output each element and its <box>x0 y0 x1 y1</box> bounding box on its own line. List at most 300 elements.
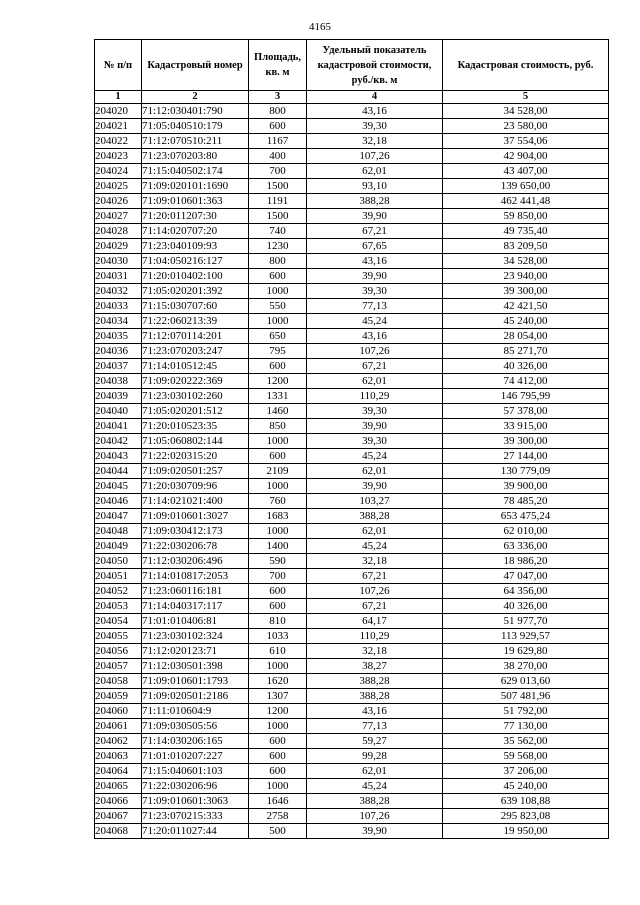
table-row <box>95 389 609 404</box>
cadastral-value-cell: 34 528,00 <box>443 104 609 119</box>
row-number-cell: 204048 <box>95 524 142 539</box>
area-cell: 810 <box>249 614 307 629</box>
cadastral-value-cell: 629 013,60 <box>443 674 609 689</box>
cadastral-value-cell: 113 929,57 <box>443 629 609 644</box>
cadastral-number-cell: 71:12:070510:211 <box>142 134 249 149</box>
row-number-cell: 204038 <box>95 374 142 389</box>
table-row <box>95 479 609 494</box>
cadastral-value-cell: 63 336,00 <box>443 539 609 554</box>
specific-value-cell: 67,21 <box>307 224 443 239</box>
row-number-cell: 204049 <box>95 539 142 554</box>
table-row <box>95 224 609 239</box>
area-cell: 760 <box>249 494 307 509</box>
table-row <box>95 134 609 149</box>
cadastral-number-cell: 71:09:020501:2186 <box>142 689 249 704</box>
row-number-cell: 204045 <box>95 479 142 494</box>
cadastral-value-cell: 295 823,08 <box>443 809 609 824</box>
cadastral-value-cell: 37 554,06 <box>443 134 609 149</box>
table-row <box>95 164 609 179</box>
area-cell: 795 <box>249 344 307 359</box>
table-row <box>95 464 609 479</box>
area-cell: 1000 <box>249 434 307 449</box>
table-row <box>95 689 609 704</box>
table-row <box>95 569 609 584</box>
cadastral-value-cell: 45 240,00 <box>443 314 609 329</box>
area-cell: 700 <box>249 164 307 179</box>
specific-value-cell: 107,26 <box>307 584 443 599</box>
cadastral-value-cell: 39 300,00 <box>443 434 609 449</box>
area-cell: 1000 <box>249 779 307 794</box>
row-number-cell: 204053 <box>95 599 142 614</box>
row-number-cell: 204032 <box>95 284 142 299</box>
cadastral-value-cell: 43 407,00 <box>443 164 609 179</box>
row-number-cell: 204064 <box>95 764 142 779</box>
row-number-cell: 204034 <box>95 314 142 329</box>
row-number-cell: 204022 <box>95 134 142 149</box>
cadastral-number-cell: 71:23:070203:247 <box>142 344 249 359</box>
row-number-cell: 204066 <box>95 794 142 809</box>
cadastral-value-cell: 39 900,00 <box>443 479 609 494</box>
specific-value-cell: 39,90 <box>307 419 443 434</box>
table-row <box>95 344 609 359</box>
specific-value-cell: 43,16 <box>307 104 443 119</box>
specific-value-cell: 388,28 <box>307 674 443 689</box>
header-area: Площадь, кв. м <box>249 40 307 91</box>
area-cell: 850 <box>249 419 307 434</box>
cadastral-value-cell: 59 568,00 <box>443 749 609 764</box>
row-number-cell: 204041 <box>95 419 142 434</box>
row-number-cell: 204028 <box>95 224 142 239</box>
table-row <box>95 599 609 614</box>
cadastral-value-cell: 19 950,00 <box>443 824 609 839</box>
area-cell: 600 <box>249 599 307 614</box>
specific-value-cell: 67,65 <box>307 239 443 254</box>
specific-value-cell: 64,17 <box>307 614 443 629</box>
row-number-cell: 204062 <box>95 734 142 749</box>
area-cell: 1646 <box>249 794 307 809</box>
table-row <box>95 284 609 299</box>
specific-value-cell: 62,01 <box>307 524 443 539</box>
cadastral-number-cell: 71:09:020501:257 <box>142 464 249 479</box>
area-cell: 1400 <box>249 539 307 554</box>
cadastral-number-cell: 71:20:010523:35 <box>142 419 249 434</box>
row-number-cell: 204046 <box>95 494 142 509</box>
specific-value-cell: 32,18 <box>307 134 443 149</box>
cadastral-number-cell: 71:12:020123:71 <box>142 644 249 659</box>
column-number: 5 <box>443 91 609 104</box>
cadastral-number-cell: 71:23:070203:80 <box>142 149 249 164</box>
table-row <box>95 254 609 269</box>
specific-value-cell: 67,21 <box>307 569 443 584</box>
row-number-cell: 204052 <box>95 584 142 599</box>
row-number-cell: 204035 <box>95 329 142 344</box>
area-cell: 650 <box>249 329 307 344</box>
cadastral-value-cell: 34 528,00 <box>443 254 609 269</box>
area-cell: 1620 <box>249 674 307 689</box>
cadastral-value-cell: 18 986,20 <box>443 554 609 569</box>
row-number-cell: 204023 <box>95 149 142 164</box>
cadastral-number-cell: 71:20:010402:100 <box>142 269 249 284</box>
row-number-cell: 204054 <box>95 614 142 629</box>
cadastral-value-cell: 51 977,70 <box>443 614 609 629</box>
row-number-cell: 204039 <box>95 389 142 404</box>
area-cell: 1230 <box>249 239 307 254</box>
cadastral-number-cell: 71:22:030206:78 <box>142 539 249 554</box>
table-row <box>95 359 609 374</box>
cadastral-number-cell: 71:12:030401:790 <box>142 104 249 119</box>
row-number-cell: 204033 <box>95 299 142 314</box>
cadastral-value-cell: 639 108,88 <box>443 794 609 809</box>
table-row <box>95 749 609 764</box>
cadastral-number-cell: 71:09:030505:56 <box>142 719 249 734</box>
table-row <box>95 524 609 539</box>
cadastral-value-cell: 83 209,50 <box>443 239 609 254</box>
column-number: 3 <box>249 91 307 104</box>
table-row <box>95 554 609 569</box>
specific-value-cell: 107,26 <box>307 149 443 164</box>
row-number-cell: 204026 <box>95 194 142 209</box>
specific-value-cell: 107,26 <box>307 344 443 359</box>
area-cell: 1000 <box>249 284 307 299</box>
table-row <box>95 644 609 659</box>
area-cell: 1191 <box>249 194 307 209</box>
area-cell: 600 <box>249 359 307 374</box>
cadastral-value-cell: 47 047,00 <box>443 569 609 584</box>
row-number-cell: 204037 <box>95 359 142 374</box>
cadastral-number-cell: 71:09:010601:363 <box>142 194 249 209</box>
specific-value-cell: 388,28 <box>307 509 443 524</box>
area-cell: 550 <box>249 299 307 314</box>
row-number-cell: 204055 <box>95 629 142 644</box>
cadastral-number-cell: 71:14:010512:45 <box>142 359 249 374</box>
cadastral-value-cell: 40 326,00 <box>443 359 609 374</box>
cadastral-number-cell: 71:01:010207:227 <box>142 749 249 764</box>
area-cell: 600 <box>249 749 307 764</box>
specific-value-cell: 39,90 <box>307 209 443 224</box>
cadastral-number-cell: 71:09:010601:1793 <box>142 674 249 689</box>
page-number: 4165 <box>309 21 331 33</box>
cadastral-number-cell: 71:09:020222:369 <box>142 374 249 389</box>
row-number-cell: 204020 <box>95 104 142 119</box>
area-cell: 600 <box>249 764 307 779</box>
row-number-cell: 204050 <box>95 554 142 569</box>
cadastral-value-cell: 45 240,00 <box>443 779 609 794</box>
cadastral-number-cell: 71:05:020201:392 <box>142 284 249 299</box>
specific-value-cell: 32,18 <box>307 554 443 569</box>
specific-value-cell: 77,13 <box>307 299 443 314</box>
row-number-cell: 204051 <box>95 569 142 584</box>
cadastral-value-cell: 59 850,00 <box>443 209 609 224</box>
column-number-row <box>95 91 609 104</box>
cadastral-value-cell: 33 915,00 <box>443 419 609 434</box>
area-cell: 1307 <box>249 689 307 704</box>
area-cell: 1683 <box>249 509 307 524</box>
row-number-cell: 204021 <box>95 119 142 134</box>
table-row <box>95 449 609 464</box>
cadastral-number-cell: 71:23:040109:93 <box>142 239 249 254</box>
specific-value-cell: 107,26 <box>307 809 443 824</box>
row-number-cell: 204036 <box>95 344 142 359</box>
table-row <box>95 824 609 839</box>
table-row <box>95 659 609 674</box>
table-row <box>95 494 609 509</box>
cadastral-value-cell: 64 356,00 <box>443 584 609 599</box>
cadastral-number-cell: 71:12:070114:201 <box>142 329 249 344</box>
specific-value-cell: 45,24 <box>307 449 443 464</box>
specific-value-cell: 62,01 <box>307 164 443 179</box>
area-cell: 600 <box>249 584 307 599</box>
table-row <box>95 614 609 629</box>
cadastral-number-cell: 71:09:030412:173 <box>142 524 249 539</box>
header-cadastral-value: Кадастровая стоимость, руб. <box>443 40 609 91</box>
area-cell: 600 <box>249 119 307 134</box>
specific-value-cell: 39,30 <box>307 404 443 419</box>
area-cell: 1500 <box>249 179 307 194</box>
cadastral-number-cell: 71:11:010604:9 <box>142 704 249 719</box>
cadastral-value-cell: 78 485,20 <box>443 494 609 509</box>
row-number-cell: 204065 <box>95 779 142 794</box>
cadastral-number-cell: 71:15:030707:60 <box>142 299 249 314</box>
specific-value-cell: 39,30 <box>307 434 443 449</box>
specific-value-cell: 77,13 <box>307 719 443 734</box>
table-row <box>95 194 609 209</box>
table-row <box>95 209 609 224</box>
specific-value-cell: 45,24 <box>307 779 443 794</box>
row-number-cell: 204031 <box>95 269 142 284</box>
area-cell: 1200 <box>249 374 307 389</box>
cadastral-number-cell: 71:14:021021:400 <box>142 494 249 509</box>
cadastral-value-cell: 39 300,00 <box>443 284 609 299</box>
cadastral-value-cell: 35 562,00 <box>443 734 609 749</box>
cadastral-value-cell: 130 779,09 <box>443 464 609 479</box>
row-number-cell: 204067 <box>95 809 142 824</box>
table-row <box>95 404 609 419</box>
cadastral-value-cell: 57 378,00 <box>443 404 609 419</box>
cadastral-value-cell: 40 326,00 <box>443 599 609 614</box>
table-row <box>95 239 609 254</box>
specific-value-cell: 62,01 <box>307 464 443 479</box>
cadastral-number-cell: 71:05:060802:144 <box>142 434 249 449</box>
table-row <box>95 674 609 689</box>
cadastral-value-cell: 42 904,00 <box>443 149 609 164</box>
cadastral-number-cell: 71:04:050216:127 <box>142 254 249 269</box>
specific-value-cell: 388,28 <box>307 689 443 704</box>
row-number-cell: 204058 <box>95 674 142 689</box>
row-number-cell: 204024 <box>95 164 142 179</box>
area-cell: 590 <box>249 554 307 569</box>
area-cell: 610 <box>249 644 307 659</box>
table-row <box>95 809 609 824</box>
cadastral-number-cell: 71:14:010817:2053 <box>142 569 249 584</box>
cadastral-value-cell: 653 475,24 <box>443 509 609 524</box>
cadastral-number-cell: 71:14:030206:165 <box>142 734 249 749</box>
cadastral-number-cell: 71:23:060116:181 <box>142 584 249 599</box>
table-row <box>95 179 609 194</box>
area-cell: 740 <box>249 224 307 239</box>
table-row <box>95 539 609 554</box>
specific-value-cell: 38,27 <box>307 659 443 674</box>
cadastral-number-cell: 71:20:030709:96 <box>142 479 249 494</box>
table-row <box>95 374 609 389</box>
table-row <box>95 509 609 524</box>
cadastral-value-cell: 146 795,99 <box>443 389 609 404</box>
specific-value-cell: 43,16 <box>307 704 443 719</box>
cadastral-value-cell: 462 441,48 <box>443 194 609 209</box>
row-number-cell: 204043 <box>95 449 142 464</box>
area-cell: 1460 <box>249 404 307 419</box>
cadastral-number-cell: 71:14:040317:117 <box>142 599 249 614</box>
cadastral-number-cell: 71:20:011207:30 <box>142 209 249 224</box>
area-cell: 1200 <box>249 704 307 719</box>
table-body <box>95 104 609 839</box>
area-cell: 600 <box>249 734 307 749</box>
cadastral-value-cell: 37 206,00 <box>443 764 609 779</box>
cadastral-number-cell: 71:20:011027:44 <box>142 824 249 839</box>
area-cell: 2109 <box>249 464 307 479</box>
table-row <box>95 779 609 794</box>
area-cell: 1000 <box>249 719 307 734</box>
table-row <box>95 434 609 449</box>
area-cell: 2758 <box>249 809 307 824</box>
specific-value-cell: 39,30 <box>307 284 443 299</box>
table-row <box>95 329 609 344</box>
cadastral-value-cell: 74 412,00 <box>443 374 609 389</box>
area-cell: 1000 <box>249 524 307 539</box>
column-number: 4 <box>307 91 443 104</box>
column-number: 2 <box>142 91 249 104</box>
table-row <box>95 719 609 734</box>
row-number-cell: 204040 <box>95 404 142 419</box>
cadastral-number-cell: 71:12:030501:398 <box>142 659 249 674</box>
area-cell: 800 <box>249 254 307 269</box>
cadastral-value-cell: 42 421,50 <box>443 299 609 314</box>
cadastral-value-cell: 38 270,00 <box>443 659 609 674</box>
specific-value-cell: 45,24 <box>307 539 443 554</box>
specific-value-cell: 110,29 <box>307 389 443 404</box>
specific-value-cell: 39,90 <box>307 479 443 494</box>
area-cell: 1000 <box>249 659 307 674</box>
row-number-cell: 204057 <box>95 659 142 674</box>
specific-value-cell: 67,21 <box>307 359 443 374</box>
area-cell: 1331 <box>249 389 307 404</box>
table-row <box>95 704 609 719</box>
row-number-cell: 204059 <box>95 689 142 704</box>
cadastral-number-cell: 71:23:030102:260 <box>142 389 249 404</box>
cadastral-number-cell: 71:14:020707:20 <box>142 224 249 239</box>
area-cell: 600 <box>249 449 307 464</box>
area-cell: 1000 <box>249 479 307 494</box>
specific-value-cell: 103,27 <box>307 494 443 509</box>
table-header-row <box>95 40 609 91</box>
specific-value-cell: 62,01 <box>307 764 443 779</box>
table-row <box>95 764 609 779</box>
specific-value-cell: 388,28 <box>307 794 443 809</box>
area-cell: 800 <box>249 104 307 119</box>
area-cell: 700 <box>249 569 307 584</box>
area-cell: 600 <box>249 269 307 284</box>
cadastral-number-cell: 71:09:020101:1690 <box>142 179 249 194</box>
cadastral-value-cell: 28 054,00 <box>443 329 609 344</box>
specific-value-cell: 99,28 <box>307 749 443 764</box>
area-cell: 1000 <box>249 314 307 329</box>
table-row <box>95 299 609 314</box>
table-row <box>95 629 609 644</box>
cadastral-value-cell: 139 650,00 <box>443 179 609 194</box>
cadastral-value-cell: 62 010,00 <box>443 524 609 539</box>
table-row <box>95 269 609 284</box>
specific-value-cell: 93,10 <box>307 179 443 194</box>
specific-value-cell: 110,29 <box>307 629 443 644</box>
row-number-cell: 204027 <box>95 209 142 224</box>
specific-value-cell: 43,16 <box>307 254 443 269</box>
row-number-cell: 204042 <box>95 434 142 449</box>
cadastral-value-table <box>94 39 609 839</box>
area-cell: 1033 <box>249 629 307 644</box>
table-row <box>95 584 609 599</box>
cadastral-number-cell: 71:22:020315:20 <box>142 449 249 464</box>
specific-value-cell: 67,21 <box>307 599 443 614</box>
row-number-cell: 204060 <box>95 704 142 719</box>
table-row <box>95 794 609 809</box>
row-number-cell: 204029 <box>95 239 142 254</box>
row-number-cell: 204047 <box>95 509 142 524</box>
specific-value-cell: 39,90 <box>307 269 443 284</box>
header-row-number: № п/п <box>95 40 142 91</box>
specific-value-cell: 388,28 <box>307 194 443 209</box>
cadastral-value-cell: 23 940,00 <box>443 269 609 284</box>
specific-value-cell: 45,24 <box>307 314 443 329</box>
header-cadastral-number: Кадастровый номер <box>142 40 249 91</box>
cadastral-value-cell: 77 130,00 <box>443 719 609 734</box>
area-cell: 500 <box>249 824 307 839</box>
row-number-cell: 204068 <box>95 824 142 839</box>
table-row <box>95 419 609 434</box>
row-number-cell: 204063 <box>95 749 142 764</box>
table-row <box>95 104 609 119</box>
row-number-cell: 204044 <box>95 464 142 479</box>
table-row <box>95 314 609 329</box>
cadastral-number-cell: 71:22:030206:96 <box>142 779 249 794</box>
cadastral-number-cell: 71:05:020201:512 <box>142 404 249 419</box>
cadastral-value-cell: 51 792,00 <box>443 704 609 719</box>
column-number: 1 <box>95 91 142 104</box>
cadastral-number-cell: 71:09:010601:3063 <box>142 794 249 809</box>
cadastral-value-cell: 507 481,96 <box>443 689 609 704</box>
specific-value-cell: 39,90 <box>307 824 443 839</box>
cadastral-number-cell: 71:22:060213:39 <box>142 314 249 329</box>
cadastral-value-cell: 27 144,00 <box>443 449 609 464</box>
table-row <box>95 734 609 749</box>
specific-value-cell: 39,30 <box>307 119 443 134</box>
cadastral-value-cell: 49 735,40 <box>443 224 609 239</box>
row-number-cell: 204061 <box>95 719 142 734</box>
cadastral-number-cell: 71:15:040502:174 <box>142 164 249 179</box>
table-row <box>95 119 609 134</box>
row-number-cell: 204025 <box>95 179 142 194</box>
cadastral-number-cell: 71:15:040601:103 <box>142 764 249 779</box>
cadastral-number-cell: 71:01:010406:81 <box>142 614 249 629</box>
cadastral-value-cell: 85 271,70 <box>443 344 609 359</box>
cadastral-number-cell: 71:23:030102:324 <box>142 629 249 644</box>
specific-value-cell: 59,27 <box>307 734 443 749</box>
area-cell: 1167 <box>249 134 307 149</box>
cadastral-value-cell: 19 629,80 <box>443 644 609 659</box>
row-number-cell: 204030 <box>95 254 142 269</box>
area-cell: 1500 <box>249 209 307 224</box>
header-specific-value: Удельный показатель кадастровой стоимости, руб./кв. м <box>307 40 443 91</box>
cadastral-number-cell: 71:05:040510:179 <box>142 119 249 134</box>
specific-value-cell: 32,18 <box>307 644 443 659</box>
